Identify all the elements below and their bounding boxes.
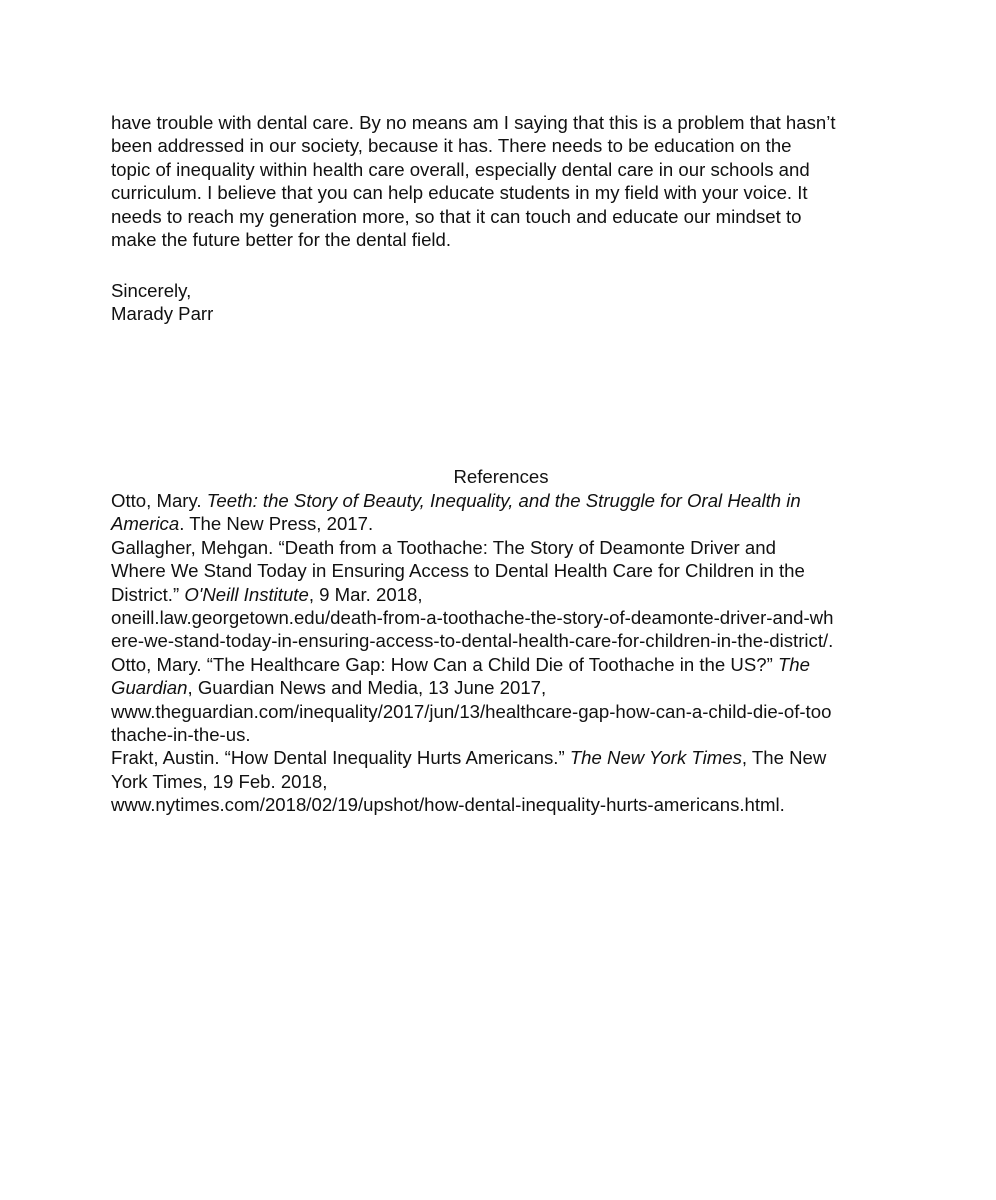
reference-url-line: thache-in-the-us. bbox=[111, 723, 251, 745]
reference-text: Otto, Mary. bbox=[111, 490, 207, 511]
letter-closing bbox=[111, 279, 901, 326]
reference-text: . The New Press, 2017. bbox=[179, 513, 374, 535]
reference-entry-line: York Times, 19 Feb. 2018, bbox=[111, 770, 328, 792]
reference-entry-line: Where We Stand Today in Ensuring Access to Dental Health Care for Children in the bbox=[111, 560, 805, 582]
reference-text: , Guardian News and Media, 13 June 2017, bbox=[187, 677, 547, 699]
references-heading: References bbox=[453, 466, 549, 487]
reference-entry-line bbox=[111, 676, 901, 699]
reference-url-line: www.nytimes.com/2018/02/19/upshot/how-dental-inequality-hurts-americans.html. bbox=[111, 794, 785, 816]
references-list bbox=[111, 489, 901, 816]
reference-entry-line bbox=[111, 653, 901, 676]
reference-title: O'Neill Institute bbox=[184, 583, 309, 605]
reference-url-line: www.theguardian.com/inequality/2017/jun/13/healthcare-gap-how-can-a-child-die-of-too bbox=[111, 700, 832, 722]
reference-entry-line bbox=[111, 583, 901, 606]
body-line: been addressed in our society, because it has. There needs to be education on the bbox=[111, 135, 792, 157]
body-line: make the future better for the dental field. bbox=[111, 228, 452, 250]
body-line: needs to reach my generation more, so that it can touch and educate our mindset to bbox=[111, 205, 802, 227]
reference-title: The bbox=[777, 653, 810, 675]
body-line: topic of inequality within health care overall, especially dental care in our schools and bbox=[111, 158, 810, 180]
reference-text: District.” bbox=[111, 583, 185, 605]
reference-entry-line bbox=[111, 746, 901, 769]
reference-title: Teeth: the Story of Beauty, Inequality, and the Struggle for Oral Health in bbox=[206, 490, 801, 511]
reference-text: Otto, Mary. “The Healthcare Gap: How Can a Child Die of Toothache in the US?” bbox=[111, 653, 778, 675]
reference-url-line: oneill.law.georgetown.edu/death-from-a-toothache-the-story-of-deamonte-driver-and-wh bbox=[111, 606, 834, 628]
reference-text: , The New bbox=[741, 747, 827, 769]
reference-text: , 9 Mar. 2018, bbox=[308, 583, 423, 605]
reference-entry-line bbox=[111, 512, 901, 535]
signature-name: Marady Parr bbox=[111, 303, 214, 325]
body-line: have trouble with dental care. By no means am I saying that this is a problem that hasn’t bbox=[111, 112, 836, 133]
reference-title: America bbox=[111, 513, 180, 535]
body-line: curriculum. I believe that you can help educate students in my field with your voice. It bbox=[111, 182, 808, 204]
reference-entry-line bbox=[111, 489, 901, 512]
reference-url-line: ere-we-stand-today-in-ensuring-access-to-dental-health-care-for-children-in-the-district/. bbox=[111, 630, 834, 652]
reference-entry-line: Gallagher, Mehgan. “Death from a Toothache: The Story of Deamonte Driver and bbox=[111, 536, 776, 558]
reference-title: The New York Times bbox=[569, 747, 742, 769]
body-paragraph bbox=[111, 111, 901, 251]
valediction: Sincerely, bbox=[111, 280, 192, 301]
reference-title: Guardian bbox=[111, 677, 188, 699]
reference-text: Frakt, Austin. “How Dental Inequality Hurts Americans.” bbox=[111, 747, 570, 769]
